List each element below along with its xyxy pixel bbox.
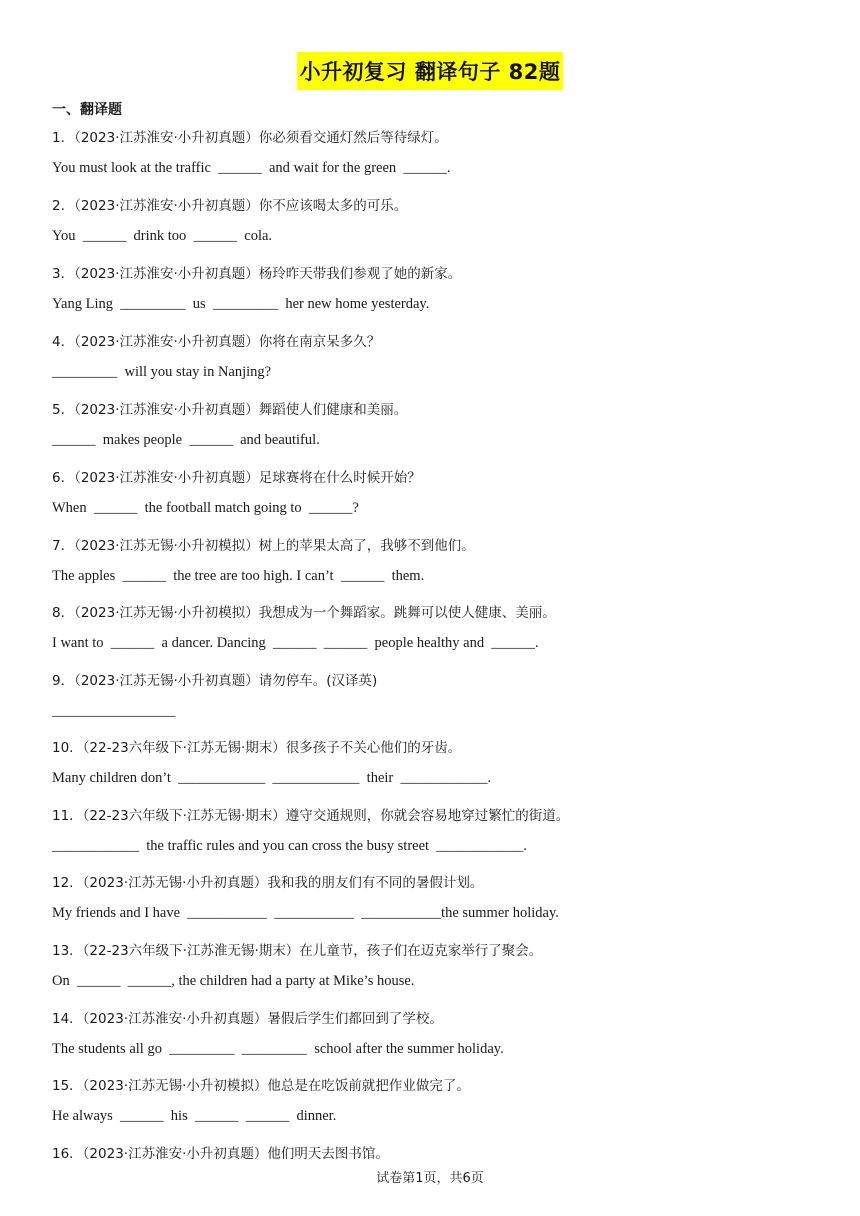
answer-line: ____________ the traffic rules and you can cross the busy street ____________. — [52, 838, 527, 854]
answer-line: ______ makes people ______ and beautiful. — [52, 432, 320, 448]
question-prompt: 6．（2023·江苏淮安·小升初真题）足球赛将在什么时候开始？ — [52, 470, 421, 486]
answer-line: Yang Ling _________ us _________ her new home yesterday. — [52, 296, 430, 312]
question-prompt: 11．（22-23六年级下·江苏无锡·期末）遵守交通规则，你就会容易地穿过繁忙的街道。 — [52, 808, 570, 824]
question-prompt: 10．（22-23六年级下·江苏无锡·期末）很多孩子不关心他们的牙齿。 — [52, 740, 462, 756]
question-prompt: 4．（2023·江苏淮安·小升初真题）你将在南京呆多久？ — [52, 334, 381, 350]
section-heading: 一、翻译题 — [52, 102, 122, 118]
answer-line: You ______ drink too ______ cola. — [52, 228, 273, 244]
question-prompt: 9．（2023·江苏无锡·小升初真题）请勿停车。(汉译英) — [52, 673, 378, 689]
question-prompt: 14．（2023·江苏淮安·小升初真题）暑假后学生们都回到了学校。 — [52, 1011, 443, 1027]
title-wrap — [0, 52, 860, 90]
answer-line: The apples ______ the tree are too high. I can’t ______ them. — [52, 568, 425, 584]
question-prompt: 8．（2023·江苏无锡·小升初模拟）我想成为一个舞蹈家。跳舞可以使人健康、美丽。 — [52, 605, 556, 621]
answer-line: You must look at the traffic ______ and wait for the green ______. — [52, 160, 451, 176]
answer-line: My friends and I have ___________ ___________ ___________the summer holiday. — [52, 905, 559, 921]
question-prompt: 12．（2023·江苏无锡·小升初真题）我和我的朋友们有不同的暑假计划。 — [52, 875, 484, 891]
answer-line: I want to ______ a dancer. Dancing ______ ______ people healthy and ______. — [52, 635, 539, 651]
page-title: 小升初复习 翻译句子 82题 — [297, 52, 564, 90]
answer-line: _________ will you stay in Nanjing? — [52, 364, 272, 380]
question-prompt: 3．（2023·江苏淮安·小升初真题）杨玲昨天带我们参观了她的新家。 — [52, 266, 462, 282]
page-footer: 试卷第1页，共6页 — [376, 1171, 484, 1186]
question-prompt: 7．（2023·江苏无锡·小升初模拟）树上的苹果太高了，我够不到他们。 — [52, 538, 475, 554]
answer-line: Many children don’t ____________ ____________ their ____________. — [52, 770, 492, 786]
answer-line: _________________ — [52, 703, 176, 719]
answer-line: He always ______ his ______ ______ dinner. — [52, 1108, 337, 1124]
question-prompt: 13．（22-23六年级下·江苏淮无锡·期末）在儿童节，孩子们在迈克家举行了聚会。 — [52, 943, 543, 959]
question-prompt: 5．（2023·江苏淮安·小升初真题）舞蹈使人们健康和美丽。 — [52, 402, 408, 418]
question-prompt: 1．（2023·江苏淮安·小升初真题）你必须看交通灯然后等待绿灯。 — [52, 130, 448, 146]
question-prompt: 16．（2023·江苏淮安·小升初真题）他们明天去图书馆。 — [52, 1146, 389, 1162]
answer-line: The students all go _________ _________ school after the summer holiday. — [52, 1041, 504, 1057]
question-prompt: 15．（2023·江苏无锡·小升初模拟）他总是在吃饭前就把作业做完了。 — [52, 1078, 470, 1094]
question-prompt: 2．（2023·江苏淮安·小升初真题）你不应该喝太多的可乐。 — [52, 198, 408, 214]
answer-line: When ______ the football match going to ______? — [52, 500, 359, 516]
answer-line: On ______ ______, the children had a party at Mike’s house. — [52, 973, 415, 989]
